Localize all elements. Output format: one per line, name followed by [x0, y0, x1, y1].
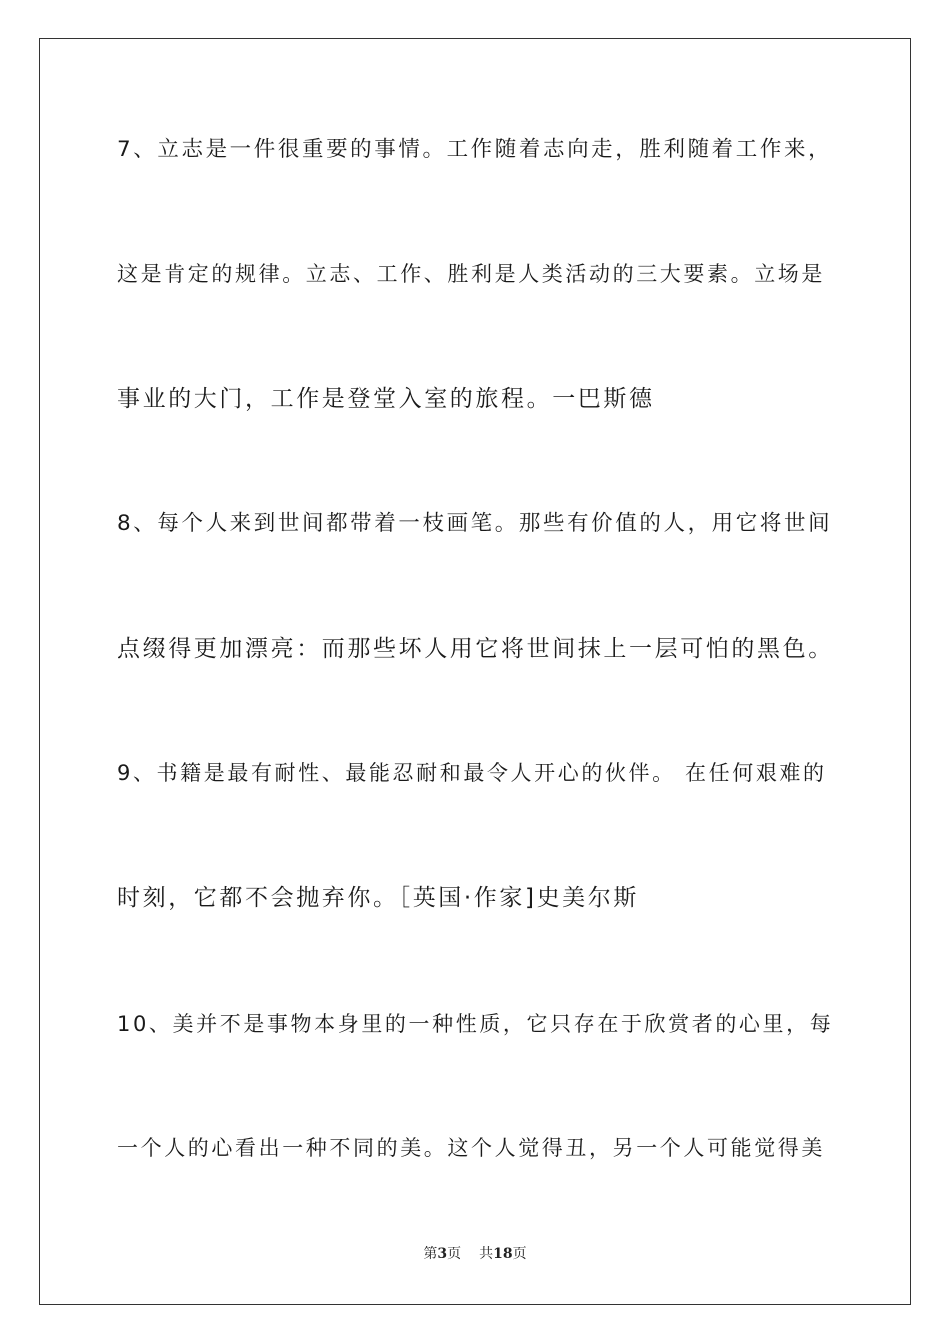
footer-page-prefix: 第 [423, 1246, 438, 1262]
footer-total-number: 18 [493, 1246, 513, 1262]
footer-total-prefix: 共 [479, 1246, 494, 1262]
text-line-6: 9、书籍是最有耐性、最能忍耐和最令人开心的伙伴。 在任何艰难的 [117, 761, 827, 785]
text-line-5: 点缀得更加漂亮：而那些坏人用它将世间抹上一层可怕的黑色。 [117, 636, 834, 662]
text-line-2: 这是肯定的规律。立志、工作、胜利是人类活动的三大要素。立场是 [117, 262, 825, 286]
text-line-8: 10、美并不是事物本身里的一种性质，它只存在于欣赏者的心里，每 [117, 1012, 834, 1036]
text-line-7: 时刻，它都不会抛弃你。［英国·作家]史美尔斯 [117, 885, 639, 911]
footer-total-suffix: 页 [512, 1246, 527, 1262]
text-line-3: 事业的大门，工作是登堂入室的旅程。一巴斯德 [117, 386, 655, 412]
page-frame [39, 38, 911, 1305]
text-line-4: 8、每个人来到世间都带着一枝画笔。那些有价值的人，用它将世间 [117, 511, 833, 536]
footer-page-suffix: 页 [447, 1246, 462, 1262]
text-line-9: 一个人的心看出一种不同的美。这个人觉得丑，另一个人可能觉得美 [117, 1136, 825, 1160]
footer-page-number: 3 [437, 1246, 448, 1262]
page-footer [0, 1245, 950, 1263]
text-line-1: 7、立志是一件很重要的事情。工作随着志向走，胜利随着工作来， [117, 137, 833, 162]
